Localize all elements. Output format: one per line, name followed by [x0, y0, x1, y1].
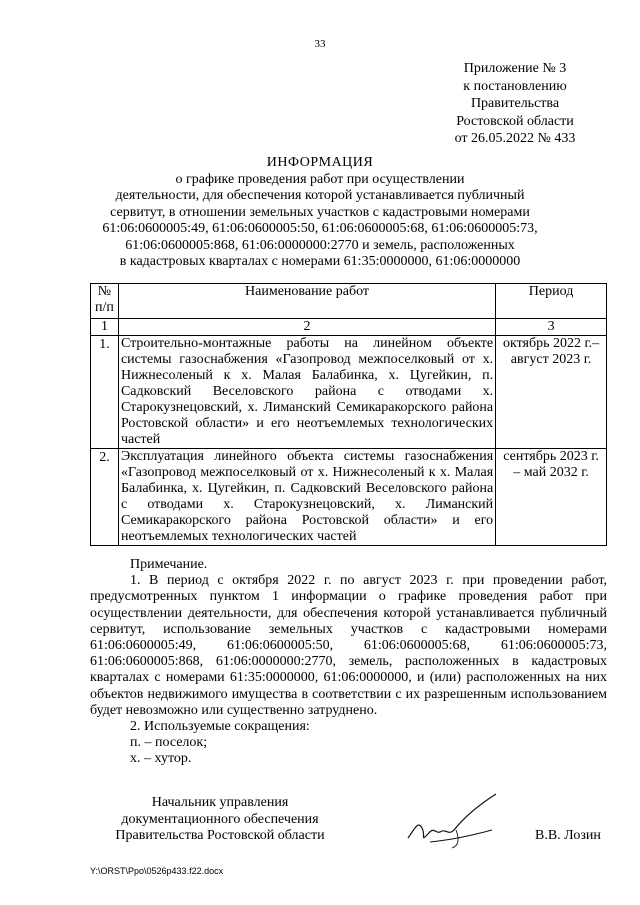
- header-name: Наименование работ: [118, 284, 495, 319]
- title-line: сервитут, в отношении земельных участков с кадастровыми номерами: [110, 204, 530, 220]
- appendix-line: от 26.05.2022 № 433: [454, 131, 576, 146]
- title-line: 61:06:0600005:49, 61:06:0600005:50, 61:06:0600005:68, 61:06:0600005:73,: [102, 221, 538, 236]
- row-name: Эксплуатация линейного объекта системы газоснабжения «Газопровод межпоселковый от х. Нижнесоленый к х. Малая Балабинка, х. Цугейкин, п. Садковский Веселовского района с отводами х. Старокузнецовский, х. Лиманский Семикаракорского района Ростовской области» и его неотъемлемых технологических частей: [118, 449, 495, 546]
- row-num: 1.: [91, 336, 119, 449]
- title-line: деятельности, для обеспечения которой устанавливается публичный: [115, 188, 525, 203]
- appendix-line: Ростовской области: [456, 113, 574, 129]
- signer-name: В.В. Лозин: [535, 828, 601, 843]
- note-title: Примечание.: [130, 557, 208, 572]
- signer-line: документационного обеспечения: [121, 811, 319, 827]
- handwritten-signature: [400, 790, 510, 860]
- header-num: № п/п: [91, 284, 119, 319]
- row-period: октябрь 2022 г.– август 2023 г.: [496, 336, 607, 449]
- file-path: Y:\ORST\Ppo\0526p433.f22.docx: [90, 866, 224, 876]
- appendix-line: к постановлению: [463, 78, 567, 94]
- appendix-block: [440, 60, 590, 148]
- note-section: [90, 557, 607, 768]
- appendix-line: Правительства: [470, 96, 560, 111]
- index-num: 1: [91, 319, 119, 336]
- abbreviation-item: п. – поселок;: [130, 735, 208, 751]
- document-title: [90, 155, 550, 271]
- appendix-line: Приложение № 3: [463, 61, 567, 76]
- signer-line: Правительства Ростовской области: [115, 828, 325, 843]
- title-line: о графике проведения работ при осуществлении: [175, 171, 465, 187]
- note-item-1: 1. В период с октября 2022 г. по август 2023 г. при проведении работ, предусмотренных пунктом 1 информации о графике проведения работ при осуществлении деятельности, для обеспечения которой устанавливается публичный сервитут, использование земельных участков с кадастровыми номерами 61:06:0600005:49, 61:06:0600005:50, 61:06:0600005:68, 61:06:0600005:73, 61:06:0600005:868, 61:06:0000000:2770, земель, расположенных в кадастровых кварталах с номерами 61:35:0000000, 61:06:0000000, и (или) расположенных на них объектов недвижимого имущества в соответствии с их разрешенным использованием будет невозможно или существенно затруднено.: [90, 573, 607, 718]
- page-number: 33: [314, 38, 326, 50]
- signer-line: Начальник управления: [151, 795, 289, 810]
- header-period: Период: [496, 284, 607, 319]
- title-line: 61:06:0600005:868, 61:06:0000000:2770 и земель, расположенных: [125, 237, 515, 253]
- works-schedule-table: [90, 283, 607, 546]
- table-row: [91, 336, 607, 449]
- index-period: 3: [496, 319, 607, 336]
- row-name: Строительно-монтажные работы на линейном объекте системы газоснабжения «Газопровод межпоселковый от х. Нижнесоленый к х. Малая Балабинка, х. Цугейкин, п. Садковский Веселовского района с отводами х. Старокузнецовский, х. Лиманский Семикаракорского района Ростовской области» и его неотъемлемых технологических частей: [118, 336, 495, 449]
- note-item-2: 2. Используемые сокращения:: [130, 719, 310, 735]
- signer-position: [90, 795, 350, 845]
- abbreviation-item: х. – хутор.: [130, 751, 192, 767]
- title-heading: ИНФОРМАЦИЯ: [266, 155, 374, 170]
- table-row: [91, 449, 607, 546]
- index-name: 2: [118, 319, 495, 336]
- title-line: в кадастровых кварталах с номерами 61:35:0000000, 61:06:0000000: [119, 254, 521, 269]
- row-period: сентябрь 2023 г. – май 2032 г.: [496, 449, 607, 546]
- table-header-row: [91, 284, 607, 319]
- table-index-row: [91, 319, 607, 336]
- row-num: 2.: [91, 449, 119, 546]
